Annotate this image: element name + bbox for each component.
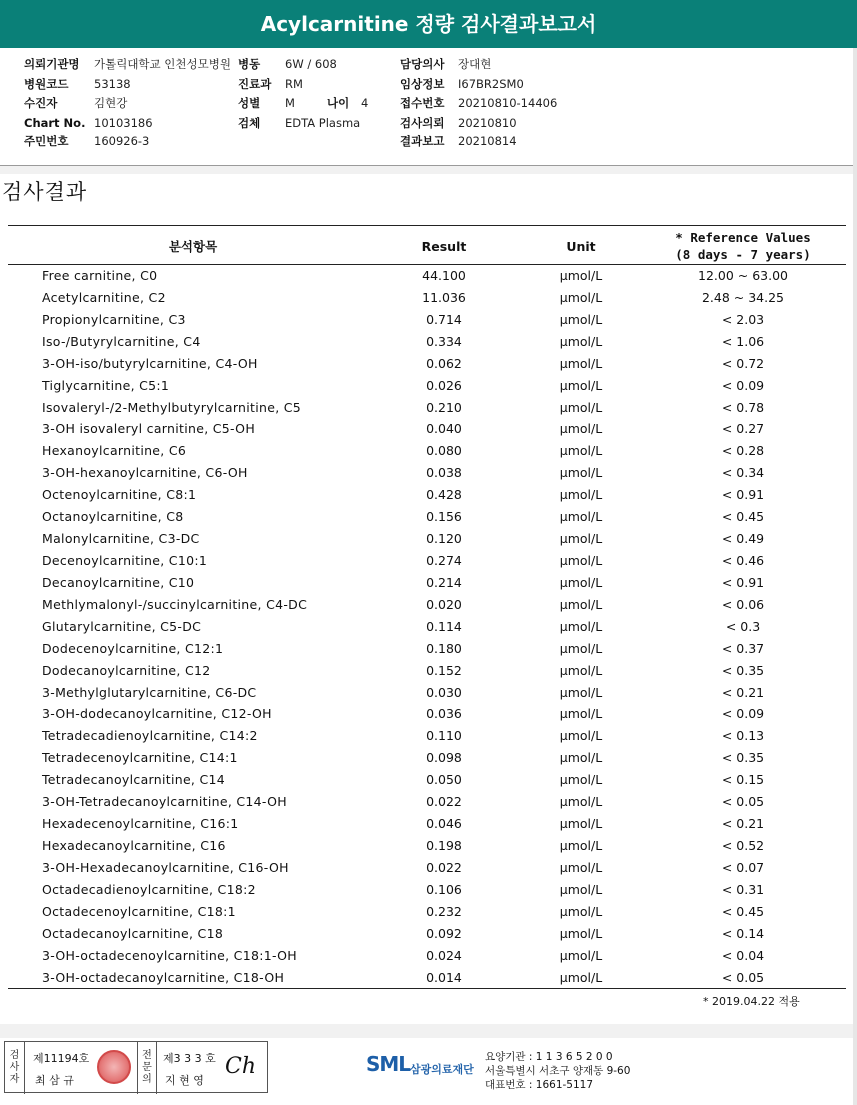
analyte-name: Hexanoylcarnitine, C6 bbox=[42, 443, 187, 459]
footer-separator-band bbox=[0, 1024, 853, 1038]
info-label: 결과보고 bbox=[400, 134, 445, 148]
analyte-name: Hexadecanoylcarnitine, C16 bbox=[42, 837, 226, 853]
unit-value: μmol/L bbox=[559, 355, 603, 371]
info-value: 6W / 608 bbox=[285, 57, 337, 71]
result-value: 0.428 bbox=[426, 487, 462, 503]
analyte-name: 3-OH-Hexadecanoylcarnitine, C16-OH bbox=[42, 859, 289, 875]
reference-value: < 0.06 bbox=[721, 596, 765, 612]
info-value: 53138 bbox=[94, 77, 131, 91]
analyte-name: Octadecanoylcarnitine, C18 bbox=[42, 925, 224, 941]
reference-value: < 0.05 bbox=[721, 969, 765, 985]
inspector-name: 최 삼 규 bbox=[35, 1074, 74, 1087]
reference-value: < 0.31 bbox=[721, 881, 765, 897]
info-label: 수진자 bbox=[24, 96, 58, 110]
info-value: 장대현 bbox=[458, 57, 492, 71]
table-row bbox=[8, 462, 846, 484]
signature-mark: Ch bbox=[225, 1054, 257, 1079]
reference-value: < 0.35 bbox=[721, 750, 765, 766]
unit-value: μmol/L bbox=[559, 552, 603, 568]
analyte-name: Methlymalonyl-/succinylcarnitine, C4-DC bbox=[42, 596, 308, 612]
analyte-name: Octanoylcarnitine, C8 bbox=[42, 509, 184, 525]
signature-box bbox=[4, 1041, 268, 1093]
info-label: 성별 bbox=[238, 96, 261, 110]
table-row bbox=[8, 572, 846, 594]
analyte-name: Iso-/Butyrylcarnitine, C4 bbox=[42, 333, 201, 349]
result-value: 11.036 bbox=[422, 289, 466, 305]
result-value: 0.036 bbox=[426, 706, 462, 722]
unit-value: μmol/L bbox=[559, 531, 603, 547]
unit-value: μmol/L bbox=[559, 640, 603, 656]
result-value: 0.026 bbox=[426, 377, 462, 393]
reference-value: < 0.15 bbox=[721, 772, 765, 788]
result-value: 0.050 bbox=[426, 772, 462, 788]
result-value: 0.210 bbox=[426, 399, 462, 415]
table-row bbox=[8, 660, 846, 682]
reference-value: < 0.21 bbox=[721, 684, 765, 700]
analyte-name: Acetylcarnitine, C2 bbox=[42, 289, 166, 305]
unit-value: μmol/L bbox=[559, 333, 603, 349]
reference-value: < 0.13 bbox=[721, 728, 765, 744]
table-row bbox=[8, 923, 846, 945]
reference-value: < 0.09 bbox=[721, 706, 765, 722]
info-value: EDTA Plasma bbox=[285, 116, 361, 130]
info-value: 20210810 bbox=[458, 116, 517, 130]
analyte-name: 3-OH-iso/butyrylcarnitine, C4-OH bbox=[42, 355, 258, 371]
reference-value: < 0.28 bbox=[721, 443, 765, 459]
table-row bbox=[8, 594, 846, 616]
table-row bbox=[8, 353, 846, 375]
analyte-name: 3-Methylglutarylcarnitine, C6-DC bbox=[42, 684, 257, 700]
analyte-name: 3-OH-octadecenoylcarnitine, C18:1-OH bbox=[42, 947, 297, 963]
report-title: Acylcarnitine 정량 검사결과보고서 bbox=[0, 0, 857, 48]
reference-value: < 0.09 bbox=[721, 377, 765, 393]
unit-value: μmol/L bbox=[559, 859, 603, 875]
info-value: 가톨릭대학교 인천성모병원 bbox=[94, 57, 231, 71]
result-value: 0.024 bbox=[426, 947, 462, 963]
table-row bbox=[8, 309, 846, 331]
reference-value: < 1.06 bbox=[721, 333, 765, 349]
table-row bbox=[8, 703, 846, 725]
header-reference-line1: * Reference Values bbox=[675, 230, 811, 245]
result-value: 0.156 bbox=[426, 509, 462, 525]
table-row bbox=[8, 725, 846, 747]
result-value: 0.114 bbox=[426, 618, 462, 634]
reference-value: < 0.46 bbox=[721, 552, 765, 568]
result-value: 0.110 bbox=[426, 728, 462, 744]
info-label: 접수번호 bbox=[400, 96, 445, 110]
info-value: 20210810-14406 bbox=[458, 96, 558, 110]
analyte-name: Tetradecadienoylcarnitine, C14:2 bbox=[42, 728, 258, 744]
results-table bbox=[8, 225, 846, 989]
analyte-name: Dodecanoylcarnitine, C12 bbox=[42, 662, 211, 678]
analyte-name: Dodecenoylcarnitine, C12:1 bbox=[42, 640, 224, 656]
unit-value: μmol/L bbox=[559, 509, 603, 525]
info-row bbox=[0, 54, 853, 74]
table-row bbox=[8, 835, 846, 857]
unit-value: μmol/L bbox=[559, 816, 603, 832]
analyte-name: 3-OH-hexanoylcarnitine, C6-OH bbox=[42, 465, 248, 481]
result-value: 0.062 bbox=[426, 355, 462, 371]
table-row bbox=[8, 616, 846, 638]
result-value: 0.092 bbox=[426, 925, 462, 941]
info-label: 검체 bbox=[238, 116, 261, 130]
unit-value: μmol/L bbox=[559, 772, 603, 788]
result-value: 0.198 bbox=[426, 837, 462, 853]
reference-value: < 0.78 bbox=[721, 399, 765, 415]
lab-phone: 대표번호 : 1661-5117 bbox=[485, 1079, 594, 1091]
lab-institution-code: 요양기관 : 1 1 3 6 5 2 0 0 bbox=[485, 1051, 613, 1063]
reference-value: 12.00 ~ 63.00 bbox=[698, 268, 788, 283]
table-row bbox=[8, 440, 846, 462]
analyte-name: 3-OH isovaleryl carnitine, C5-OH bbox=[42, 421, 256, 437]
specialist-number: 제3 3 3 호 bbox=[163, 1052, 216, 1065]
unit-value: μmol/L bbox=[559, 574, 603, 590]
lab-name: 삼광의료재단 bbox=[410, 1063, 474, 1076]
unit-value: μmol/L bbox=[559, 421, 603, 437]
result-value: 0.714 bbox=[426, 311, 462, 327]
unit-value: μmol/L bbox=[559, 289, 603, 305]
lab-address: 서울특별시 서초구 양재동 9-60 bbox=[485, 1065, 631, 1077]
result-value: 0.014 bbox=[426, 969, 462, 985]
info-value: 4 bbox=[361, 96, 369, 110]
result-value: 44.100 bbox=[422, 268, 466, 283]
table-row bbox=[8, 945, 846, 967]
reference-value: < 2.03 bbox=[721, 311, 765, 327]
analyte-name: Decenoylcarnitine, C10:1 bbox=[42, 552, 208, 568]
table-row bbox=[8, 506, 846, 528]
unit-value: μmol/L bbox=[559, 465, 603, 481]
info-value: M bbox=[285, 96, 295, 110]
info-row bbox=[0, 113, 853, 133]
result-value: 0.080 bbox=[426, 443, 462, 459]
unit-value: μmol/L bbox=[559, 399, 603, 415]
right-edge-band bbox=[853, 48, 857, 1105]
unit-value: μmol/L bbox=[559, 925, 603, 941]
unit-value: μmol/L bbox=[559, 443, 603, 459]
info-label: Chart No. bbox=[24, 116, 86, 130]
table-row bbox=[8, 397, 846, 419]
unit-value: μmol/L bbox=[559, 596, 603, 612]
unit-value: μmol/L bbox=[559, 794, 603, 810]
reference-value: < 0.91 bbox=[721, 487, 765, 503]
table-row bbox=[8, 418, 846, 440]
result-value: 0.098 bbox=[426, 750, 462, 766]
analyte-name: Octenoylcarnitine, C8:1 bbox=[42, 487, 197, 503]
result-value: 0.274 bbox=[426, 552, 462, 568]
unit-value: μmol/L bbox=[559, 750, 603, 766]
table-row bbox=[8, 857, 846, 879]
reference-value: < 0.04 bbox=[721, 947, 765, 963]
info-row bbox=[0, 131, 853, 151]
result-value: 0.038 bbox=[426, 465, 462, 481]
result-value: 0.180 bbox=[426, 640, 462, 656]
reference-value: < 0.52 bbox=[721, 837, 765, 853]
lab-logo: SML bbox=[366, 1052, 411, 1076]
table-row bbox=[8, 682, 846, 704]
result-value: 0.120 bbox=[426, 531, 462, 547]
header-reference bbox=[648, 226, 838, 266]
result-value: 0.020 bbox=[426, 596, 462, 612]
info-label: 검사의뢰 bbox=[400, 116, 445, 130]
unit-value: μmol/L bbox=[559, 969, 603, 985]
reference-value: < 0.37 bbox=[721, 640, 765, 656]
inspector-label: 검 사 자 bbox=[5, 1042, 25, 1094]
result-value: 0.040 bbox=[426, 421, 462, 437]
result-value: 0.030 bbox=[426, 684, 462, 700]
table-row bbox=[8, 484, 846, 506]
table-row bbox=[8, 967, 846, 989]
info-label: 주민번호 bbox=[24, 134, 69, 148]
result-value: 0.046 bbox=[426, 816, 462, 832]
reference-value: < 0.05 bbox=[721, 794, 765, 810]
reference-value: < 0.21 bbox=[721, 816, 765, 832]
unit-value: μmol/L bbox=[559, 268, 603, 283]
footnote: * 2019.04.22 적용 bbox=[703, 995, 800, 1008]
table-row bbox=[8, 813, 846, 835]
analyte-name: Tetradecanoylcarnitine, C14 bbox=[42, 772, 226, 788]
info-value: I67BR2SM0 bbox=[458, 77, 524, 91]
info-label: 병동 bbox=[238, 57, 261, 71]
inspector-number: 제11194호 bbox=[33, 1052, 90, 1065]
reference-value: < 0.45 bbox=[721, 509, 765, 525]
specialist-name: 지 현 영 bbox=[165, 1074, 204, 1087]
reference-value: < 0.14 bbox=[721, 925, 765, 941]
unit-value: μmol/L bbox=[559, 684, 603, 700]
analyte-name: 3-OH-octadecanoylcarnitine, C18-OH bbox=[42, 969, 285, 985]
info-label: 의뢰기관명 bbox=[24, 57, 80, 71]
result-value: 0.214 bbox=[426, 574, 462, 590]
unit-value: μmol/L bbox=[559, 837, 603, 853]
info-value: 10103186 bbox=[94, 116, 153, 130]
result-value: 0.022 bbox=[426, 794, 462, 810]
reference-value: < 0.27 bbox=[721, 421, 765, 437]
table-header bbox=[8, 225, 846, 265]
header-analyte: 분석항목 bbox=[168, 239, 218, 254]
unit-value: μmol/L bbox=[559, 947, 603, 963]
analyte-name: Octadecadienoylcarnitine, C18:2 bbox=[42, 881, 256, 897]
reference-value: < 0.07 bbox=[721, 859, 765, 875]
reference-value: < 0.45 bbox=[721, 903, 765, 919]
reference-value: < 0.91 bbox=[721, 574, 765, 590]
analyte-name: 3-OH-Tetradecanoylcarnitine, C14-OH bbox=[42, 794, 287, 810]
analyte-name: Glutarylcarnitine, C5-DC bbox=[42, 618, 202, 634]
table-row bbox=[8, 331, 846, 353]
info-value: 20210814 bbox=[458, 134, 517, 148]
table-row bbox=[8, 265, 846, 287]
unit-value: μmol/L bbox=[559, 487, 603, 503]
table-row bbox=[8, 879, 846, 901]
info-label: 나이 bbox=[327, 96, 350, 110]
seal-icon bbox=[97, 1050, 131, 1084]
table-row bbox=[8, 901, 846, 923]
table-row bbox=[8, 747, 846, 769]
patient-info-block bbox=[0, 48, 853, 166]
analyte-name: Tetradecenoylcarnitine, C14:1 bbox=[42, 750, 238, 766]
table-body bbox=[8, 265, 846, 989]
info-label: 담당의사 bbox=[400, 57, 445, 71]
info-value: RM bbox=[285, 77, 303, 91]
unit-value: μmol/L bbox=[559, 881, 603, 897]
analyte-name: Isovaleryl-/2-Methylbutyrylcarnitine, C5 bbox=[42, 399, 302, 415]
specialist-label: 전 문 의 bbox=[137, 1042, 157, 1094]
analyte-name: Propionylcarnitine, C3 bbox=[42, 311, 186, 327]
reference-value: < 0.35 bbox=[721, 662, 765, 678]
table-row bbox=[8, 638, 846, 660]
analyte-name: Decanoylcarnitine, C10 bbox=[42, 574, 195, 590]
table-row bbox=[8, 287, 846, 309]
unit-value: μmol/L bbox=[559, 728, 603, 744]
table-row bbox=[8, 769, 846, 791]
unit-value: μmol/L bbox=[559, 618, 603, 634]
reference-value: < 0.49 bbox=[721, 531, 765, 547]
unit-value: μmol/L bbox=[559, 377, 603, 393]
header-unit: Unit bbox=[566, 238, 596, 254]
unit-value: μmol/L bbox=[559, 903, 603, 919]
unit-value: μmol/L bbox=[559, 706, 603, 722]
reference-value: < 0.3 bbox=[725, 618, 761, 634]
table-row bbox=[8, 550, 846, 572]
result-value: 0.022 bbox=[426, 859, 462, 875]
info-row bbox=[0, 74, 853, 94]
reference-value: 2.48 ~ 34.25 bbox=[701, 289, 785, 305]
info-value: 160926-3 bbox=[94, 134, 150, 148]
reference-value: < 0.72 bbox=[721, 355, 765, 371]
result-value: 0.152 bbox=[426, 662, 462, 678]
info-label: 임상정보 bbox=[400, 77, 445, 91]
section-title: 검사결과 bbox=[2, 180, 88, 204]
reference-value: < 0.34 bbox=[721, 465, 765, 481]
unit-value: μmol/L bbox=[559, 311, 603, 327]
analyte-name: 3-OH-dodecanoylcarnitine, C12-OH bbox=[42, 706, 272, 722]
result-value: 0.106 bbox=[426, 881, 462, 897]
analyte-name: Hexadecenoylcarnitine, C16:1 bbox=[42, 816, 239, 832]
unit-value: μmol/L bbox=[559, 662, 603, 678]
info-value: 김현강 bbox=[94, 96, 128, 110]
separator-band bbox=[0, 166, 853, 174]
info-label: 진료과 bbox=[238, 77, 272, 91]
analyte-name: Octadecenoylcarnitine, C18:1 bbox=[42, 903, 236, 919]
analyte-name: Tiglycarnitine, C5:1 bbox=[42, 377, 170, 393]
table-row bbox=[8, 791, 846, 813]
header-reference-line2: (8 days - 7 years) bbox=[675, 247, 811, 262]
header-result: Result bbox=[421, 238, 467, 254]
result-value: 0.232 bbox=[426, 903, 462, 919]
result-value: 0.334 bbox=[426, 333, 462, 349]
table-row bbox=[8, 375, 846, 397]
analyte-name: Malonylcarnitine, C3-DC bbox=[42, 531, 200, 547]
table-row bbox=[8, 528, 846, 550]
analyte-name: Free carnitine, C0 bbox=[42, 268, 158, 283]
info-label: 병원코드 bbox=[24, 77, 69, 91]
info-row bbox=[0, 93, 853, 113]
